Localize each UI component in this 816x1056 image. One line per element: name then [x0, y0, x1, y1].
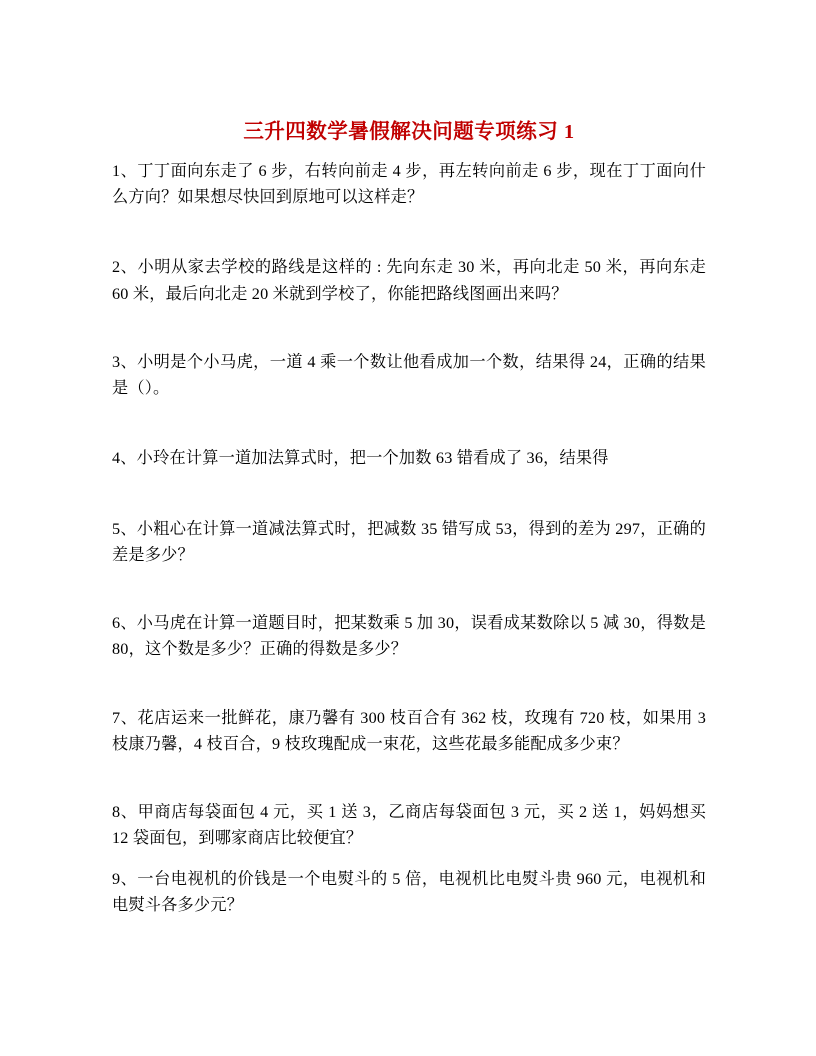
page-title: 三升四数学暑假解决问题专项练习 1: [243, 121, 575, 143]
question-item-5: 5、小粗心在计算一道减法算式时，把减数 35 错写成 53，得到的差为 297，正确的差是多少？: [112, 519, 706, 564]
question-item-8: 8、甲商店每袋面包 4 元，买 1 送 3，乙商店每袋面包 3 元，买 2 送 1，妈妈想买 12 袋面包，到哪家商店比较便宜？: [112, 803, 706, 848]
question-item-2: 2、小明从家去学校的路线是这样的 : 先向东走 30 米，再向北走 50 米，再向东走 60 米，最后向北走 20 米就到学校了，你能把路线图画出来吗？: [112, 258, 706, 303]
question-item-9: 9、一台电视机的价钱是一个电熨斗的 5 倍，电视机比电熨斗贵 960 元，电视机和电熨斗各多少元？: [112, 869, 706, 914]
question-item-1: 1、丁丁面向东走了 6 步，右转向前走 4 步，再左转向前走 6 步，现在丁丁面向什么方向？如果想尽快回到原地可以这样走？: [112, 162, 706, 207]
question-item-3: 3、小明是个小马虎，一道 4 乘一个数让他看成加一个数，结果得 24，正确的结果是（）。: [112, 352, 706, 398]
question-item-6: 6、小马虎在计算一道题目时，把某数乘 5 加 30，误看成某数除以 5 减 30，得数是 80，这个数是多少？正确的得数是多少？: [112, 614, 706, 659]
question-item-7: 7、花店运来一批鲜花，康乃馨有 300 枝百合有 362 枝，玫瑰有 720 枝，如果用 3 枝康乃馨，4 枝百合，9 枝玫瑰配成一束花，这些花最多能配成多少束？: [112, 708, 706, 753]
question-item-4: 4、小玲在计算一道加法算式时，把一个加数 63 错看成了 36，结果得: [112, 449, 609, 468]
